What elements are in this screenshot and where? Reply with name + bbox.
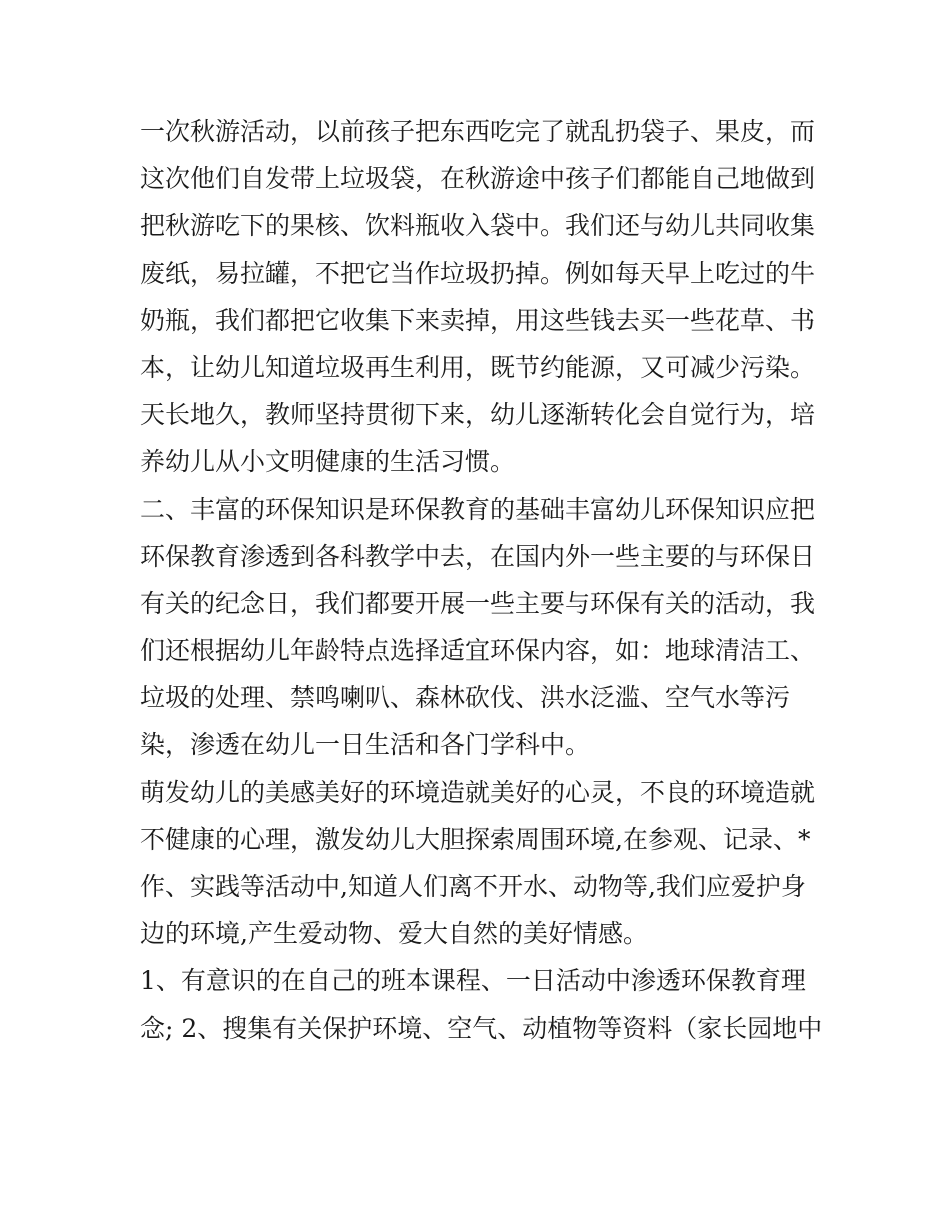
- text-line: 二、丰富的环保知识是环保教育的基础丰富幼儿环保知识应把: [140, 494, 816, 524]
- text-line: 萌发幼儿的美感美好的环境造就美好的心灵，不良的环境造就: [140, 777, 816, 807]
- text-line: 把秋游吃下的果核、饮料瓶收入袋中。我们还与幼儿共同收集: [140, 211, 816, 241]
- body-text: [140, 108, 823, 1052]
- text-line: 这次他们自发带上垃圾袋，在秋游途中孩子们都能自己地做到: [140, 164, 816, 194]
- text-line: 1、有意识的在自己的班本课程、一日活动中渗透环保教育理: [140, 966, 806, 996]
- text-line: 养幼儿从小文明健康的生活习惯。: [140, 447, 516, 477]
- text-line: 边的环境,产生爱动物、爱大自然的美好情感。: [140, 919, 648, 949]
- text-line: 作、实践等活动中,知道人们离不开水、动物等,我们应爱护身: [140, 872, 806, 901]
- text-line: 一次秋游活动，以前孩子把东西吃完了就乱扔袋子、果皮，而: [140, 117, 816, 146]
- text-line: 有关的纪念日，我们都要开展一些主要与环保有关的活动，我: [140, 588, 816, 618]
- text-line: 废纸，易拉罐，不把它当作垃圾扔掉。例如每天早上吃过的牛: [140, 258, 816, 288]
- text-line: 不健康的心理，激发幼儿大胆探索周围环境,在参观、记录、*: [140, 824, 811, 854]
- text-line: 念; 2、搜集有关保护环境、空气、动植物等资料（家长园地中: [140, 1013, 823, 1043]
- text-line: 本，让幼儿知道垃圾再生利用，既节约能源，又可减少污染。: [140, 352, 816, 382]
- text-line: 染，渗透在幼儿一日生活和各门学科中。: [140, 730, 591, 760]
- text-line: 天长地久，教师坚持贯彻下来，幼儿逐渐转化会自觉行为，培: [140, 400, 816, 430]
- text-line: 奶瓶，我们都把它收集下来卖掉，用这些钱去买一些花草、书: [140, 305, 816, 335]
- text-line: 们还根据幼儿年龄特点选择适宜环保内容，如：地球清洁工、: [140, 636, 816, 666]
- text-line: 环保教育渗透到各科教学中去，在国内外一些主要的与环保日: [140, 541, 816, 571]
- text-line: 垃圾的处理、禁鸣喇叭、森林砍伐、洪水泛滥、空气水等污: [140, 683, 791, 713]
